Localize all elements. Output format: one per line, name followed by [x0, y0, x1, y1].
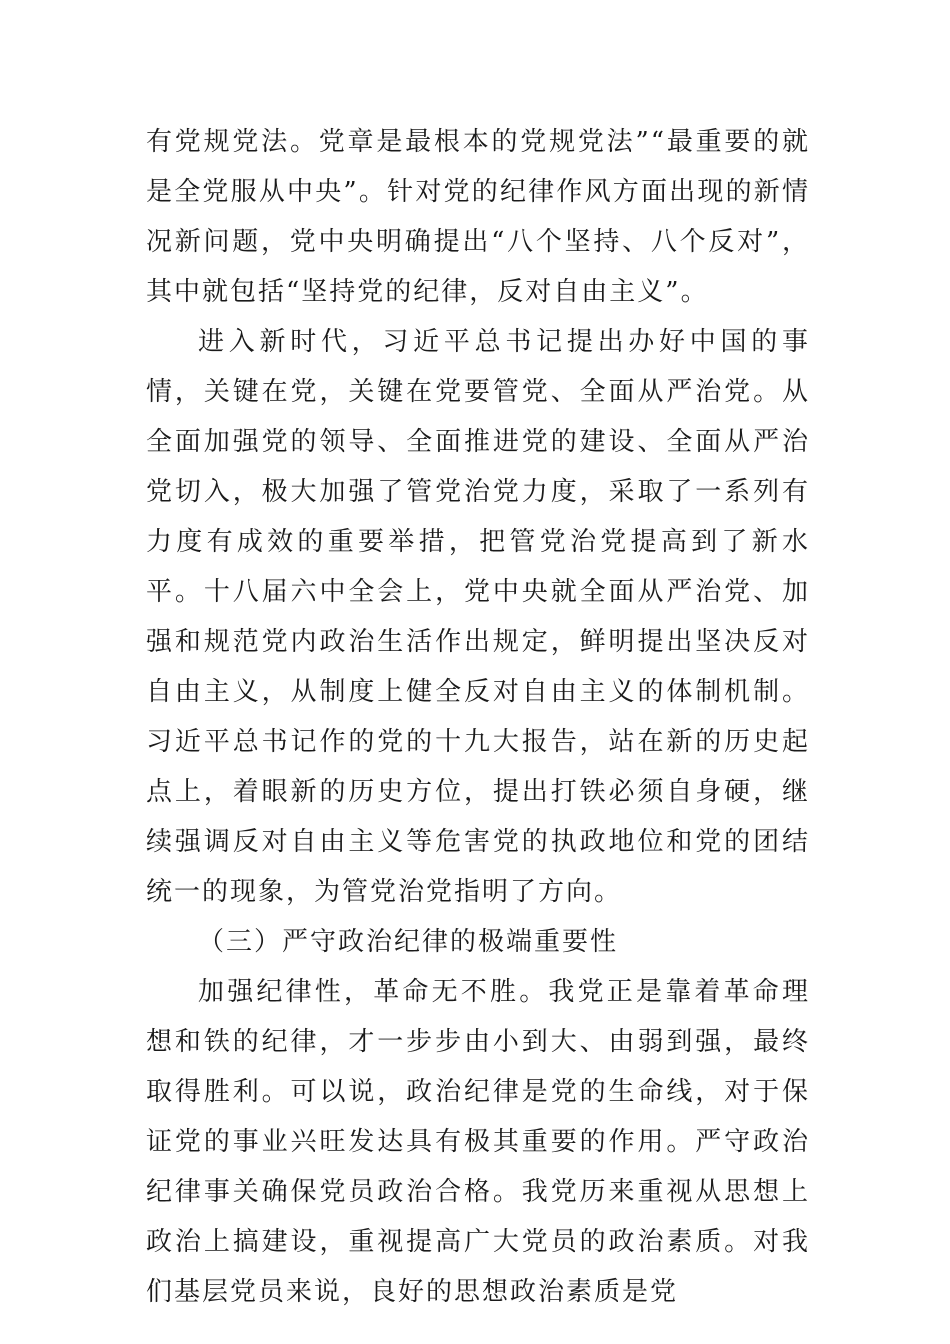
document-body	[146, 117, 810, 1317]
paragraph-continuation: 有党规党法。党章是最根本的党规党法”“最重要的就是全党服从中央”。针对党的纪律作风方面出现的新情况新问题，党中央明确提出“八个坚持、八个反对”，其中就包括“坚持党的纪律，反对自由主义”。	[146, 127, 810, 307]
section-heading: （三）严守政治纪律的极端重要性	[198, 927, 619, 957]
paragraph-discipline: 加强纪律性，革命无不胜。我党正是靠着革命理想和铁的纪律，才一步步由小到大、由弱到强，最终取得胜利。可以说，政治纪律是党的生命线，对于保证党的事业兴旺发达具有极其重要的作用。严守政治纪律事关确保党员政治合格。我党历来重视从思想上政治上搞建设，重视提高广大党员的政治素质。对我们基层党员来说，良好的思想政治素质是党	[146, 977, 810, 1307]
paragraph-new-era: 进入新时代，习近平总书记提出办好中国的事情，关键在党，关键在党要管党、全面从严治党。从全面加强党的领导、全面推进党的建设、全面从严治党切入，极大加强了管党治党力度，采取了一系列有力度有成效的重要举措，把管党治党提高到了新水平。十八届六中全会上，党中央就全面从严治党、加强和规范党内政治生活作出规定，鲜明提出坚决反对自由主义，从制度上健全反对自由主义的体制机制。习近平总书记作的党的十九大报告，站在新的历史起点上，着眼新的历史方位，提出打铁必须自身硬，继续强调反对自由主义等危害党的执政地位和党的团结统一的现象，为管党治党指明了方向。	[146, 327, 810, 907]
